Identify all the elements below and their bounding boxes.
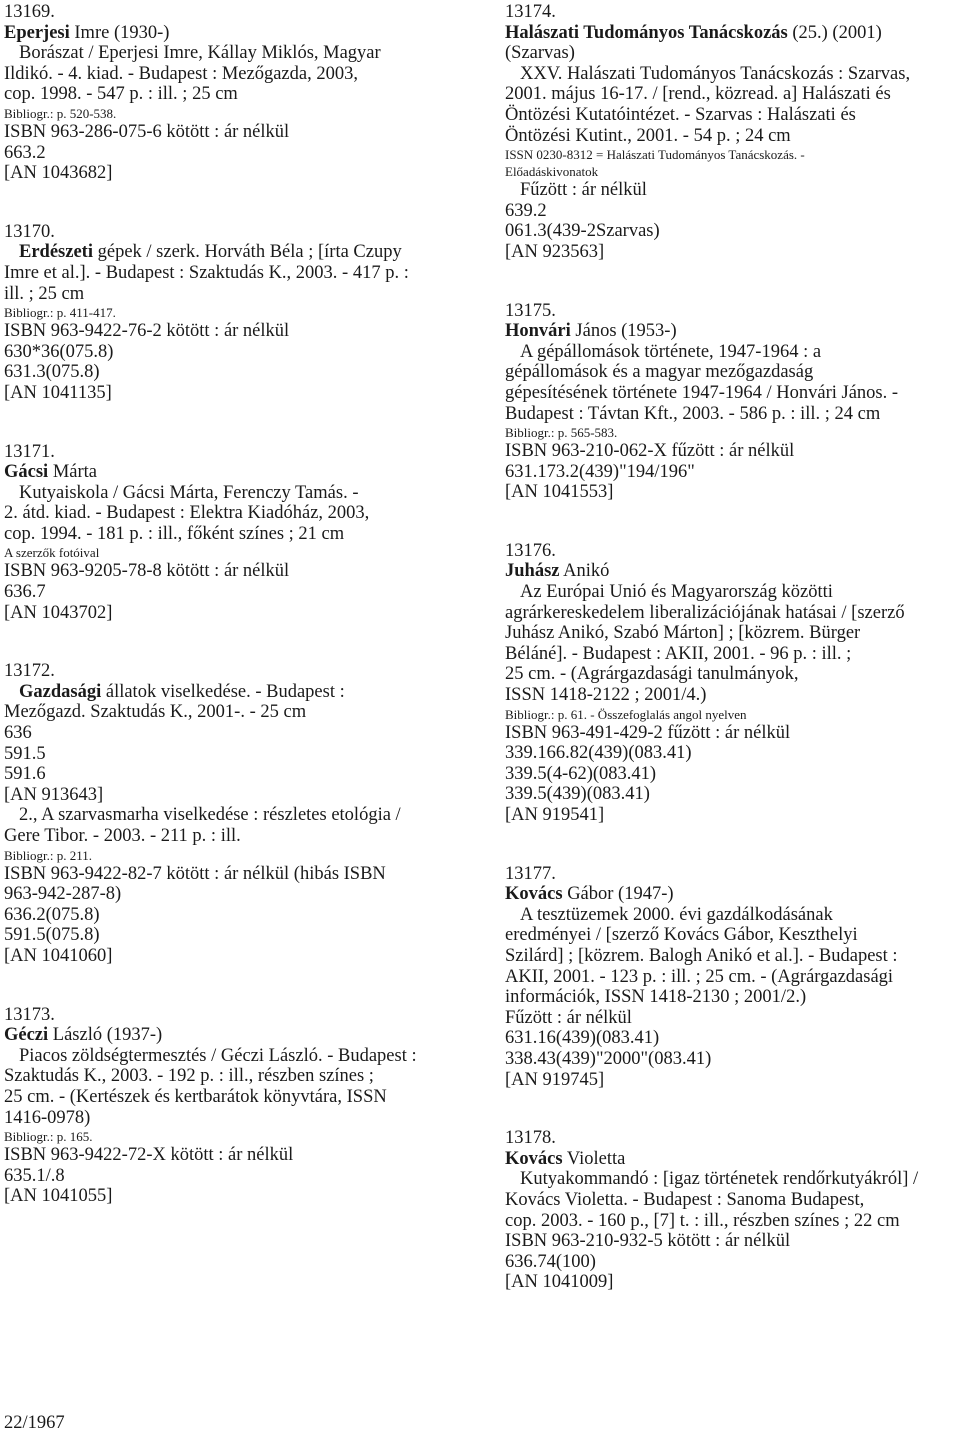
entry-number: 13173. [4,1004,55,1025]
entry-line: gépállomások és a magyar mezőgazdaság [505,362,814,383]
entry-line: Mezőgazd. Szaktudás K., 2001-. - 25 cm [4,702,307,723]
entry-line: 631.3(075.8) [4,362,100,383]
entry-line: ISBN 963-9422-82-7 kötött : ár nélkül (hibás ISBN [4,863,386,884]
entry-number: 13170. [4,221,55,242]
entry-line: 1416-0978) [4,1107,91,1128]
entry-line: 636.7 [4,582,46,603]
right-column [505,2,960,1331]
entry-line: információk, ISSN 1418-2130 ; 2001/2.) [505,987,807,1008]
entry-line: Fűzött : ár nélkül [520,180,647,201]
entry-heading-rest: Gábor (1947-) [562,884,674,905]
entry-line: ISSN 1418-2122 ; 2001/4.) [505,685,707,706]
entry-number: 13169. [4,2,55,22]
entry-note: A szerzők fotóival [4,545,100,561]
entry-heading-rest: Violetta [562,1148,626,1169]
entry-line: Az Európai Unió és Magyarország közötti [520,582,833,603]
entry-heading-rest: János (1953-) [570,321,677,342]
entry-heading-term: Gazdasági [19,681,102,702]
entry-line: 636.2(075.8) [4,904,100,925]
entry-note: Bibliogr.: p. 565-583. [505,425,618,441]
entry-line: 061.3(439-2Szarvas) [505,221,660,242]
bibliography-entry [4,442,469,624]
entry-line: 25 cm. - (Agrárgazdasági tanulmányok, [505,664,799,685]
entry-heading-term: Eperjesi [4,22,70,43]
entry-line: ISBN 963-210-932-5 kötött : ár nélkül [505,1231,791,1252]
entry-number: 13172. [4,661,55,682]
entry-heading-term: Honvári [505,321,571,342]
entry-line: 2001. május 16-17. / [rend., közread. a] Halászati és [505,84,891,105]
entry-line: Öntözési Kutint., 2001. - 54 p. ; 24 cm [505,125,791,146]
entry-note: Bibliogr.: p. 61. - Összefoglalás angol nyelven [505,706,747,722]
entry-note: Bibliogr.: p. 211. [4,847,92,863]
entry-line: Imre et al.]. - Budapest : Szaktudás K., 2003. - 417 p. : [4,262,409,283]
entry-line: Ildikó. - 4. kiad. - Budapest : Mezőgazda, 2003, [4,63,358,84]
entry-heading-rest: Anikó [559,561,610,582]
entry-line: ISBN 963-286-075-6 kötött : ár nélkül [4,121,290,142]
entry-heading [4,1025,469,1046]
entry-heading-term: Gácsi [4,462,49,483]
entry-line: 631.173.2(439)"194/196" [505,461,695,482]
entry-line: ISBN 963-9422-72-X kötött : ár nélkül [4,1145,294,1166]
entry-line: [AN 1041553] [505,482,614,503]
bibliography-entry [4,1005,469,1207]
entry-line: Gere Tibor. - 2003. - 211 p. : ill. [4,826,241,846]
entry-line: A tesztüzemek 2000. évi gazdálkodásának [520,904,833,925]
entry-line: Borászat / Eperjesi Imre, Kállay Miklós, Magyar [19,43,381,64]
entry-number: 13171. [4,441,55,462]
entry-line: ISBN 963-9205-78-8 kötött : ár nélkül [4,561,290,582]
entry-heading-term: Kovács [505,884,563,905]
entry-line: XXV. Halászati Tudományos Tanácskozás : Szarvas, [520,63,911,84]
entry-heading [505,1149,960,1170]
entry-heading-term: Kovács [505,1148,563,1169]
bibliography-entry [505,301,960,503]
entry-heading-term: Halászati Tudományos Tanácskozás [505,22,788,43]
entry-line: 339.5(4-62)(083.41) [505,763,657,784]
entry-line: 339.5(439)(083.41) [505,784,650,805]
entry-heading [505,23,960,44]
entry-line: agrárkereskedelem liberalizációjának hatásai / [szerző [505,602,905,623]
entry-number: 13175. [505,300,556,321]
page-number: 22/1967 [4,1413,65,1433]
entry-line: AKII, 2001. - 123 p. : ill. ; 25 cm. - (Agrárgazdasági [505,966,894,987]
entry-line: cop. 1994. - 181 p. : ill., főként színes ; 21 cm [4,523,345,544]
entry-line: 591.5 [4,743,46,764]
entry-note: ISSN 0230-8312 = Halászati Tudományos Tanácskozás. - [505,147,805,163]
entry-line: 663.2 [4,142,46,163]
entry-heading [505,321,960,342]
bibliography-entry [505,864,960,1091]
entry-number: 13178. [505,1128,556,1149]
entry-heading [4,462,469,483]
entry-heading [505,884,960,905]
entry-number: 13177. [505,863,556,884]
entry-line: 963-942-287-8) [4,884,122,905]
entry-heading-rest: állatok viselkedése. - Budapest : [101,681,345,702]
bibliography-entry [4,661,469,966]
entry-line: [AN 1041055] [4,1186,113,1207]
entry-line: ISBN 963-491-429-2 fűzött : ár nélkül [505,722,791,743]
entry-line: [AN 923563] [505,241,605,262]
bibliography-entry [505,2,960,263]
entry-line: Kutyaiskola / Gácsi Márta, Ferenczy Tamás. - [19,482,359,503]
bibliography-entry [505,541,960,826]
left-column [4,2,469,1245]
entry-line: Szilárd] ; [közrem. Balogh Anikó et al.]. - Budapest : [505,945,898,966]
entry-line: 2. átd. kiad. - Budapest : Elektra Kiadóház, 2003, [4,503,370,524]
entry-heading [505,561,960,582]
entry-heading [4,242,469,263]
entry-line: gépesítésének története 1947-1964 / Honvári János. - [505,382,899,403]
entry-line: ISBN 963-210-062-X fűzött : ár nélkül [505,441,795,462]
entry-line: ill. ; 25 cm [4,283,85,304]
entry-line: A gépállomások története, 1947-1964 : a [520,341,822,362]
entry-line: 630*36(075.8) [4,341,114,362]
entry-heading-rest: László (1937-) [48,1025,163,1046]
entry-line: Kutyakommandó : [igaz történetek rendőrkutyákról] / [520,1169,919,1190]
entry-line: [AN 1041060] [4,945,113,966]
entry-note: Bibliogr.: p. 411-417. [4,305,116,321]
entry-heading-rest: Márta [48,462,98,483]
entry-line: [AN 1041009] [505,1272,614,1293]
entry-line: Budapest : Távtan Kft., 2003. - 586 p. : ill. ; 24 cm [505,403,881,424]
entry-number: 13174. [505,2,556,22]
entry-line: Fűzött : ár nélkül [505,1007,632,1028]
entry-line: 25 cm. - (Kertészek és kertbarátok könyvtára, ISSN [4,1086,387,1107]
entry-heading-term: Géczi [4,1025,49,1046]
entry-line: [AN 1043702] [4,602,113,623]
entry-heading-term: Erdészeti [19,242,93,263]
bibliography-entry [4,2,469,184]
entry-line: 591.6 [4,764,46,785]
entry-line: [AN 919541] [505,805,605,825]
entry-line: Piacos zöldségtermesztés / Géczi László. - Budapest : [19,1045,417,1066]
entry-heading [4,682,469,703]
entry-line: Öntözési Kutatóintézet. - Szarvas : Halászati és [505,104,856,125]
entry-line: [AN 1043682] [4,163,113,184]
entry-line: 635.1/.8 [4,1165,65,1186]
entry-line: 2., A szarvasmarha viselkedése : részletes etológia / [19,805,401,826]
entry-line: 338.43(439)"2000"(083.41) [505,1048,712,1069]
entry-line: 339.166.82(439)(083.41) [505,743,692,764]
entry-line: cop. 2003. - 160 p., [7] t. : ill., részben színes ; 22 cm [505,1210,900,1231]
entry-line: 591.5(075.8) [4,925,100,946]
entry-heading-rest: (25.) (2001) [787,22,882,43]
bibliography-entry [505,1128,960,1293]
entry-heading-rest: Imre (1930-) [69,22,170,43]
entry-line: 639.2 [505,200,547,221]
entry-line: eredményei / [szerző Kovács Gábor, Keszthelyi [505,925,858,946]
entry-line: 636.74(100) [505,1251,596,1272]
bibliography-entry [4,222,469,404]
entry-line: (Szarvas) [505,43,575,64]
entry-number: 13176. [505,540,556,561]
entry-line: [AN 919745] [505,1069,605,1090]
entry-heading [4,23,469,44]
entry-line: [AN 913643] [4,784,104,805]
entry-line: Kovács Violetta. - Budapest : Sanoma Budapest, [505,1189,865,1210]
entry-heading-term: Juhász [505,561,560,582]
entry-note: Előadáskivonatok [505,164,599,180]
entry-line: 631.16(439)(083.41) [505,1028,660,1049]
entry-line: Béláné]. - Budapest : AKII, 2001. - 96 p. : ill. ; [505,643,852,664]
entry-line: Szaktudás K., 2003. - 192 p. : ill., részben színes ; [4,1066,374,1087]
entry-line: Juhász Anikó, Szabó Márton] ; [közrem. Bürger [505,623,861,644]
entry-line: ISBN 963-9422-76-2 kötött : ár nélkül [4,321,290,342]
entry-line: cop. 1998. - 547 p. : ill. ; 25 cm [4,84,238,105]
entry-note: Bibliogr.: p. 520-538. [4,105,117,121]
entry-line: [AN 1041135] [4,382,112,403]
entry-note: Bibliogr.: p. 165. [4,1129,93,1145]
entry-line: 636 [4,723,32,744]
entry-heading-rest: gépek / szerk. Horváth Béla ; [írta Czupy [92,242,402,263]
